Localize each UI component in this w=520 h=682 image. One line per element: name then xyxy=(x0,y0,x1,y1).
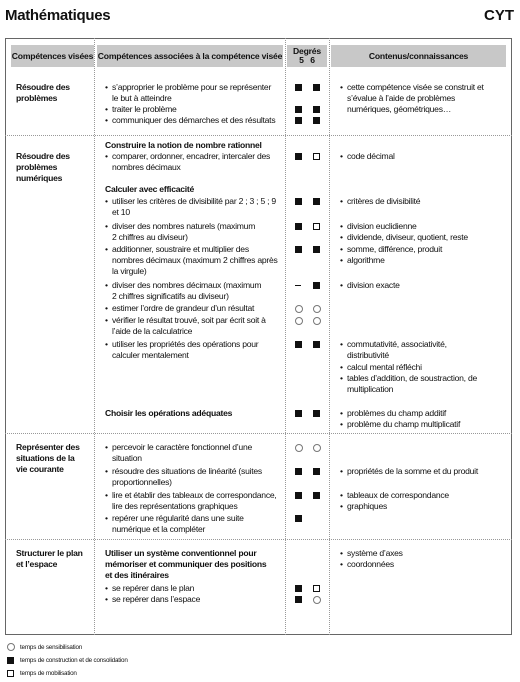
list-item-cont: et 10 xyxy=(112,207,130,217)
degre-5: 5 xyxy=(299,55,304,65)
sensibilisation-marker xyxy=(295,444,303,452)
list-item: • se repérer dans l’espace xyxy=(112,594,200,605)
list-item-cont: le but à atteindre xyxy=(112,93,172,103)
list-item-cont: numérique et la compléter xyxy=(112,524,206,534)
contenu-item: • coordonnées xyxy=(347,559,394,570)
contenu-item: • algorithme xyxy=(347,255,385,266)
construction-marker xyxy=(313,341,320,348)
list-item-cont: calculer mentalement xyxy=(112,350,189,360)
list-item: • se repérer dans le plan xyxy=(112,583,194,594)
contenu-item: • graphiques xyxy=(347,501,387,512)
construction-marker xyxy=(313,246,320,253)
construction-marker xyxy=(295,117,302,124)
list-item-cont: la virgule) xyxy=(112,266,147,276)
contenu-item: • problèmes du champ additif xyxy=(347,408,446,419)
construction-marker xyxy=(313,282,320,289)
list-item: • utiliser les critères de divisibilité par 2 ; 3 ; 5 ; 9 xyxy=(112,196,276,207)
list-item: • résoudre des situations de linéarité (suites xyxy=(112,466,262,477)
list-item: • diviser des nombres décimaux (maximum xyxy=(112,280,261,291)
contenu-item: • code décimal xyxy=(347,151,395,162)
list-item-cont: situation xyxy=(112,453,142,463)
contenu-cont: numériques, géométriques… xyxy=(347,104,452,114)
construction-marker xyxy=(313,410,320,417)
construction-marker xyxy=(295,341,302,348)
column-divider xyxy=(329,38,330,635)
legend-sensibilisation: temps de sensibilisation xyxy=(20,644,83,651)
dash-marker xyxy=(295,285,301,286)
list-item: • estimer l’ordre de grandeur d’un résultat xyxy=(112,303,254,314)
cycle-code: CYT xyxy=(484,7,514,24)
row-divider xyxy=(5,135,512,136)
row-divider xyxy=(5,433,512,434)
contenu-item: • commutativité, associativité, xyxy=(347,339,447,350)
list-item-cont: proportionnelles) xyxy=(112,477,172,487)
contenu-item: • somme, différence, produit xyxy=(347,244,442,255)
mobilisation-marker xyxy=(313,223,320,230)
competence-label: vie courante xyxy=(16,464,64,474)
construction-marker xyxy=(295,492,302,499)
competence-label: situations de la xyxy=(16,453,75,463)
list-item: • repérer une régularité dans une suite xyxy=(112,513,244,524)
contenu-item: • problème du champ multiplicatif xyxy=(347,419,460,430)
competence-label: numériques xyxy=(16,173,63,183)
list-item: • comparer, ordonner, encadrer, intercaler des xyxy=(112,151,270,162)
table-frame xyxy=(5,38,512,635)
header-degres xyxy=(287,45,327,67)
contenu-item: • propriétés de la somme et du produit xyxy=(347,466,478,477)
sensibilisation-marker xyxy=(313,317,321,325)
contenu-item: • cette compétence visée se construit et xyxy=(347,82,484,93)
competence-label: problèmes xyxy=(16,93,58,103)
sub-heading: Calculer avec efficacité xyxy=(105,184,195,194)
contenu-item: • tables d’addition, de soustraction, de xyxy=(347,373,477,384)
construction-marker xyxy=(295,153,302,160)
contenu-cont: s’évalue à l’aide de problèmes xyxy=(347,93,456,103)
construction-marker xyxy=(313,198,320,205)
sensibilisation-marker xyxy=(313,444,321,452)
header-associees: Compétences associées à la compétence visée xyxy=(97,45,283,67)
list-item: • utiliser les propriétés des opérations pour xyxy=(112,339,258,350)
contenu-item: • dividende, diviseur, quotient, reste xyxy=(347,232,468,243)
competence-label: problèmes xyxy=(16,162,58,172)
contenu-item: • division exacte xyxy=(347,280,400,291)
list-item: • lire et établir des tableaux de correspondance, xyxy=(112,490,277,501)
construction-marker xyxy=(313,106,320,113)
construction-marker xyxy=(295,410,302,417)
contenu-item: • division euclidienne xyxy=(347,221,417,232)
sub-heading: Construire la notion de nombre rationnel xyxy=(105,140,262,150)
header-competences: Compétences visées xyxy=(11,45,94,67)
construction-marker xyxy=(295,84,302,91)
list-item-cont: nombres décimaux (maximum 2 chiffres après xyxy=(112,255,278,265)
list-item-cont: nombres décimaux xyxy=(112,162,181,172)
mobilisation-marker xyxy=(313,153,320,160)
contenu-cont: multiplication xyxy=(347,384,394,394)
list-item: • s’approprier le problème pour se représenter xyxy=(112,82,271,93)
construction-marker xyxy=(295,246,302,253)
row-divider xyxy=(5,539,512,540)
sub-heading: Utiliser un système conventionnel pour xyxy=(105,548,257,558)
construction-marker xyxy=(313,468,320,475)
construction-marker xyxy=(295,515,302,522)
column-divider xyxy=(285,38,286,635)
list-item-cont: l’aide de la calculatrice xyxy=(112,326,193,336)
contenu-item: • critères de divisibilité xyxy=(347,196,420,207)
list-item-cont: 2 chiffres significatifs au diviseur) xyxy=(112,291,229,301)
contenu-cont: distributivité xyxy=(347,350,389,360)
legend-construction-icon xyxy=(7,657,14,664)
construction-marker xyxy=(295,468,302,475)
construction-marker xyxy=(313,84,320,91)
sub-heading: mémoriser et communiquer des positions xyxy=(105,559,267,569)
competence-label: Représenter des xyxy=(16,442,80,452)
sensibilisation-marker xyxy=(295,317,303,325)
list-item: • communiquer des démarches et des résultats xyxy=(112,115,275,126)
mobilisation-marker xyxy=(313,585,320,592)
list-item-cont: 2 chiffres au diviseur) xyxy=(112,232,188,242)
degres-label: Degrés xyxy=(293,46,321,56)
list-item-cont: lire des représentations graphiques xyxy=(112,501,238,511)
sub-heading: et des itinéraires xyxy=(105,570,169,580)
construction-marker xyxy=(295,106,302,113)
competence-label: Structurer le plan xyxy=(16,548,83,558)
legend-mobilisation: temps de mobilisation xyxy=(20,670,77,677)
construction-marker xyxy=(295,223,302,230)
legend-construction: temps de construction et de consolidation xyxy=(20,657,128,664)
sub-heading: Choisir les opérations adéquates xyxy=(105,408,233,418)
contenu-item: • tableaux de correspondance xyxy=(347,490,449,501)
competence-label: Résoudre des xyxy=(16,82,70,92)
sensibilisation-marker xyxy=(313,305,321,313)
contenu-item: • calcul mental réfléchi xyxy=(347,362,422,373)
construction-marker xyxy=(295,585,302,592)
sensibilisation-marker xyxy=(313,596,321,604)
list-item: • diviser des nombres naturels (maximum xyxy=(112,221,255,232)
construction-marker xyxy=(313,492,320,499)
column-divider xyxy=(94,38,95,635)
competence-label: et l’espace xyxy=(16,559,58,569)
degre-6: 6 xyxy=(310,55,315,65)
page-title: Mathématiques xyxy=(5,7,111,24)
header-contenus: Contenus/connaissances xyxy=(331,45,506,67)
degres-numbers xyxy=(299,56,315,65)
legend-sensibilisation-icon xyxy=(7,643,15,651)
list-item: • traiter le problème xyxy=(112,104,177,115)
list-item: • additionner, soustraire et multiplier des xyxy=(112,244,249,255)
list-item: • percevoir le caractère fonctionnel d’une xyxy=(112,442,252,453)
list-item: • vérifier le résultat trouvé, soit par écrit soit à xyxy=(112,315,266,326)
legend-mobilisation-icon xyxy=(7,670,14,677)
construction-marker xyxy=(313,117,320,124)
sensibilisation-marker xyxy=(295,305,303,313)
contenu-item: • système d’axes xyxy=(347,548,403,559)
construction-marker xyxy=(295,198,302,205)
construction-marker xyxy=(295,596,302,603)
competence-label: Résoudre des xyxy=(16,151,70,161)
